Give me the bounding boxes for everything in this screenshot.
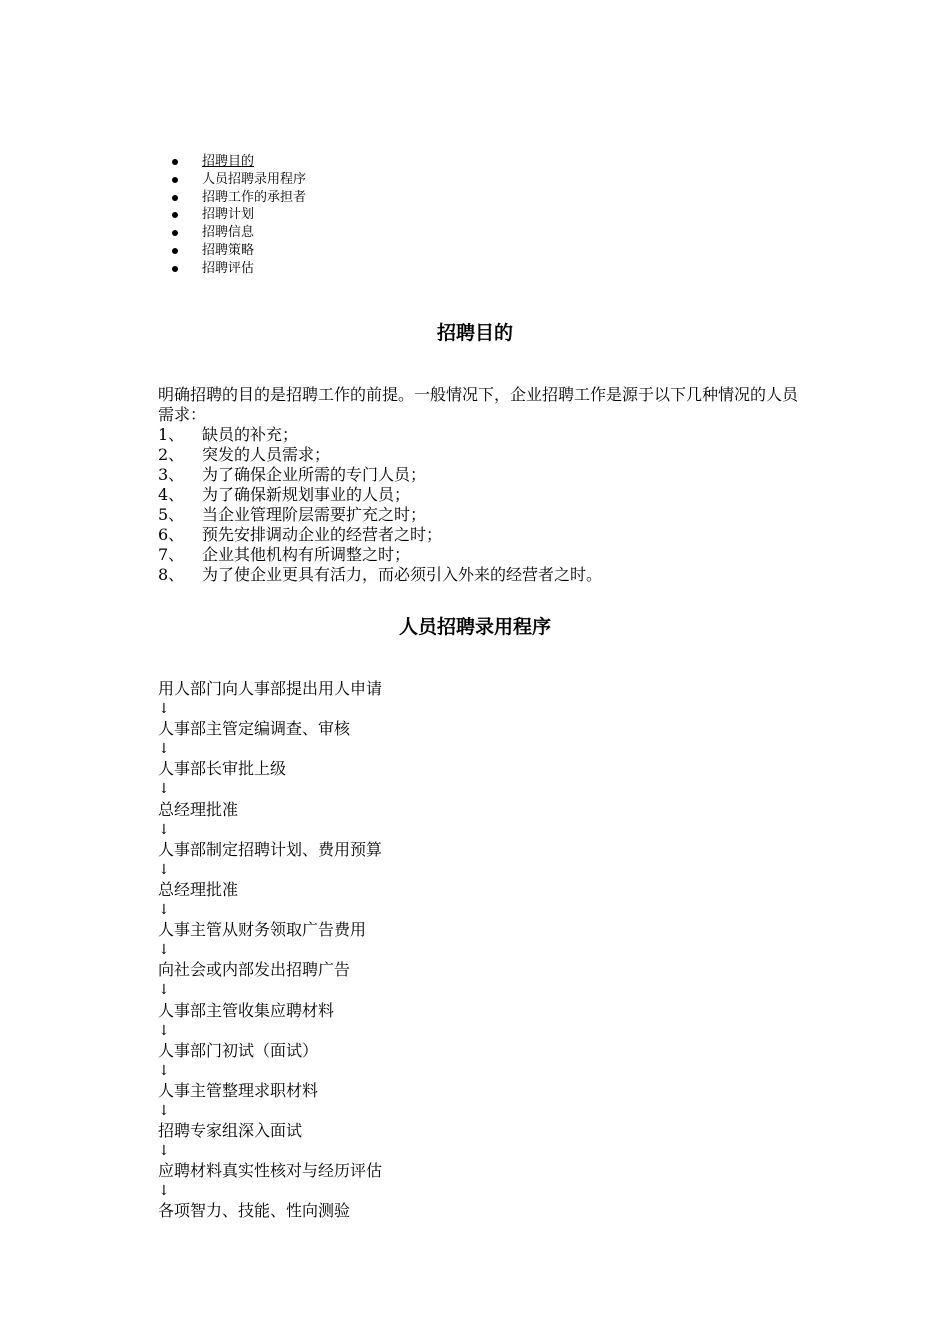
down-arrow-icon: ↓ [158,1143,170,1160]
toc-item[interactable] [158,206,306,224]
down-arrow-icon: ↓ [158,741,170,758]
flow-step: 应聘材料真实性核对与经历评估 [158,1161,383,1181]
down-arrow-icon: ↓ [158,821,170,838]
bullet-icon [172,266,178,272]
flow-step: 人事主管从财务领取广告费用 [158,920,367,940]
list-number: 1、 [158,425,185,444]
toc-link[interactable]: 招聘信息 [202,225,255,241]
flow-step: 人事部主管收集应聘材料 [158,1000,335,1020]
flow-step: 各项智力、技能、性向测验 [158,1201,351,1221]
list-item [158,565,602,585]
section-heading-hiring-procedure: 人员招聘录用程序 [398,616,551,638]
toc-link[interactable]: 招聘评估 [202,260,255,276]
bullet-icon [172,248,178,254]
list-item-text: 缺员的补充； [202,425,299,444]
down-arrow-icon: ↓ [158,901,170,918]
bullet-icon [172,159,178,165]
list-item [158,485,602,505]
down-arrow-icon: ↓ [158,982,170,999]
bullet-icon [172,177,178,183]
list-number: 4、 [158,485,185,504]
list-item [158,425,602,445]
down-arrow-icon: ↓ [158,1062,170,1079]
flow-step: 人事部主管定编调查、审核 [158,719,351,739]
list-number: 8、 [158,565,185,584]
list-item-text: 突发的人员需求； [202,445,331,464]
flow-step: 招聘专家组深入面试 [158,1121,303,1141]
down-arrow-icon: ↓ [158,781,170,798]
list-number: 6、 [158,525,185,544]
section-heading-recruitment-purpose: 招聘目的 [436,322,513,344]
list-item [158,525,602,545]
down-arrow-icon: ↓ [158,942,170,959]
toc-item[interactable] [158,189,306,207]
list-item [158,465,602,485]
toc-link[interactable]: 人员招聘录用程序 [202,171,307,187]
list-item [158,445,602,465]
hiring-procedure-flow [158,678,382,1222]
purpose-list [158,425,602,585]
toc-link[interactable]: 招聘目的 [202,154,255,169]
list-item-text: 为了确保新规划事业的人员； [202,485,411,504]
bullet-icon [172,195,178,201]
toc-link[interactable]: 招聘计划 [202,207,255,223]
flow-step: 向社会或内部发出招聘广告 [158,960,351,980]
list-item-text: 预先安排调动企业的经营者之时； [202,525,443,544]
table-of-contents [158,153,306,278]
toc-link[interactable]: 招聘工作的承担者 [202,189,307,205]
list-item-text: 当企业管理阶层需要扩充之时； [202,505,427,524]
list-item [158,505,602,525]
down-arrow-icon: ↓ [158,861,170,878]
list-item-text: 企业其他机构有所调整之时； [202,545,411,564]
down-arrow-icon: ↓ [158,701,170,717]
toc-item[interactable] [158,242,306,260]
bullet-icon [172,212,178,218]
intro-paragraph: 明确招聘的目的是招聘工作的前提。一般情况下，企业招聘工作是源于以下几种情况的人员需求： [158,385,799,424]
down-arrow-icon: ↓ [158,1183,170,1200]
toc-item[interactable] [158,260,306,278]
list-number: 2、 [158,445,185,464]
flow-step: 人事主管整理求职材料 [158,1080,319,1100]
toc-item[interactable] [158,153,306,171]
flow-step: 总经理批准 [158,799,239,819]
flow-step: 用人部门向人事部提出用人申请 [158,679,383,698]
down-arrow-icon: ↓ [158,1022,170,1039]
list-number: 7、 [158,545,185,564]
down-arrow-icon: ↓ [158,1102,170,1119]
list-item [158,545,602,565]
toc-item[interactable] [158,171,306,189]
list-item-text: 为了使企业更具有活力，而必须引入外来的经营者之时。 [202,565,603,584]
list-number: 3、 [158,465,185,484]
toc-item[interactable] [158,224,306,242]
flow-step: 总经理批准 [158,879,239,899]
flow-step: 人事部门初试（面试） [158,1040,319,1060]
flow-step: 人事部长审批上级 [158,759,287,779]
list-number: 5、 [158,505,185,524]
flow-step: 人事部制定招聘计划、费用预算 [158,839,383,859]
list-item-text: 为了确保企业所需的专门人员； [202,465,427,484]
toc-link[interactable]: 招聘策略 [202,242,255,258]
bullet-icon [172,230,178,236]
